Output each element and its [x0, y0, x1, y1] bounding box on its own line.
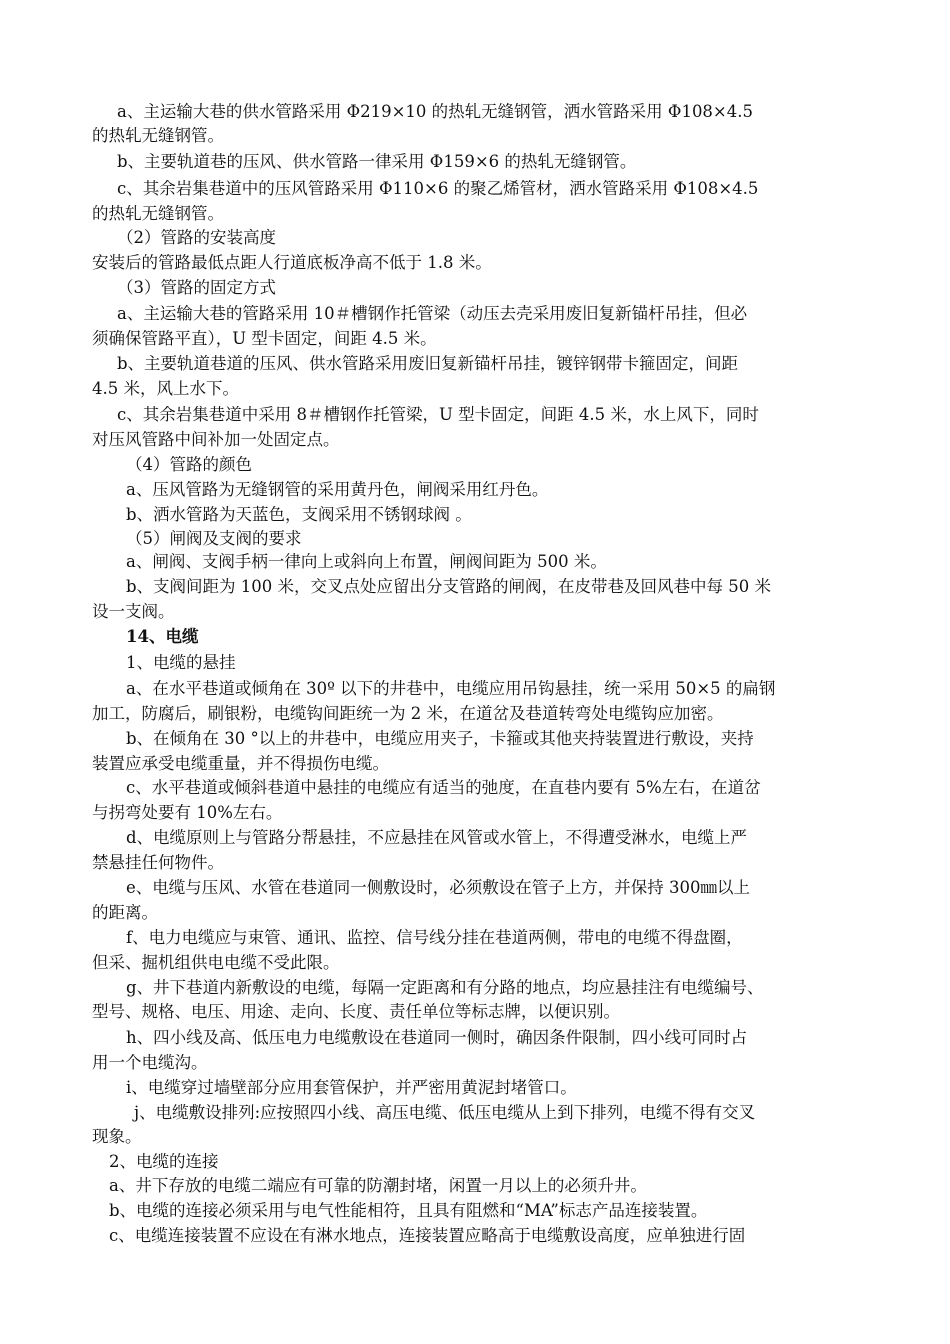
text-line: g、井下巷道内新敷设的电缆，每隔一定距离和有分路的地点，均应悬挂注有电缆编号、 [126, 978, 764, 997]
text-line: a、主运输大巷的管路采用 10＃槽钢作托管梁（动压去壳采用废旧复新锚杆吊挂，但必 [117, 304, 748, 323]
text-line: i、电缆穿过墙壁部分应用套管保护，并严密用黄泥封堵管口。 [126, 1078, 577, 1097]
text-line: f、电力电缆应与束管、通讯、监控、信号线分挂在巷道两侧，带电的电缆不得盘圈， [126, 928, 743, 947]
text-line: a、在水平巷道或倾角在 30º 以下的井巷中，电缆应用吊钩悬挂，统一采用 50×5 的扁钢 [126, 679, 776, 698]
text-line: b、在倾角在 30 °以上的井巷中，电缆应用夹子，卡箍或其他夹持装置进行敷设，夹持 [126, 729, 754, 748]
text-line: c、电缆连接装置不应设在有淋水地点，连接装置应略高于电缆敷设高度，应单独进行固 [109, 1226, 746, 1245]
text-line: 对压风管路中间补加一处固定点。 [92, 430, 340, 449]
text-line: 1、电缆的悬挂 [126, 653, 236, 672]
text-line: 的热轧无缝钢管。 [92, 126, 224, 145]
text-line: b、主要轨道巷道的压风、供水管路采用废旧复新锚杆吊挂，镀锌钢带卡箍固定，间距 [117, 354, 739, 373]
text-line: j、电缆敷设排列:应按照四小线、高压电缆、低压电缆从上到下排列，电缆不得有交叉 [134, 1103, 756, 1122]
text-line: d、电缆原则上与管路分帮悬挂，不应悬挂在风管或水管上，不得遭受淋水，电缆上严 [126, 828, 748, 847]
text-line: a、主运输大巷的供水管路采用 Φ219×10 的热轧无缝钢管，洒水管路采用 Φ108×4.5 [117, 102, 753, 121]
text-line: e、电缆与压风、水管在巷道同一侧敷设时，必须敷设在管子上方，并保持 300㎜以上 [126, 878, 751, 897]
text-line: b、主要轨道巷的压风、供水管路一律采用 Φ159×6 的热轧无缝钢管。 [117, 152, 637, 171]
text-line: 与拐弯处要有 10%左右。 [92, 803, 283, 822]
text-line: 安装后的管路最低点距人行道底板净高不低于 1.8 米。 [92, 253, 492, 272]
text-line: 禁悬挂任何物件。 [92, 853, 224, 872]
text-line: （5）闸阀及支阀的要求 [126, 529, 302, 548]
text-line: 的距离。 [92, 903, 158, 922]
text-line: 装置应承受电缆重量，并不得损伤电缆。 [92, 754, 389, 773]
text-line: 但采、掘机组供电电缆不受此限。 [92, 953, 340, 972]
text-line: 加工，防腐后，刷银粉，电缆钩间距统一为 2 米，在道岔及巷道转弯处电缆钩应加密。 [92, 704, 724, 723]
text-line: 4.5 米，风上水下。 [92, 379, 239, 398]
text-line: 2、电缆的连接 [109, 1152, 219, 1171]
text-line: 用一个电缆沟。 [92, 1053, 208, 1072]
text-line: b、支阀间距为 100 米，交叉点处应留出分支管路的闸阀，在皮带巷及回风巷中每 50 米 [126, 577, 772, 596]
text-line: a、闸阀、支阀手柄一律向上或斜向上布置，闸阀间距为 500 米。 [126, 552, 607, 571]
section-heading: 14、电缆 [126, 627, 199, 646]
text-line: c、水平巷道或倾斜巷道中悬挂的电缆应有适当的弛度，在直巷内要有 5%左右，在道岔 [126, 778, 761, 797]
text-line: （4）管路的颜色 [126, 455, 252, 474]
text-line: b、洒水管路为天蓝色，支阀采用不锈钢球阀 。 [126, 505, 472, 524]
text-line: h、四小线及高、低压电力电缆敷设在巷道同一侧时，确因条件限制，四小线可同时占 [126, 1028, 748, 1047]
text-line: 设一支阀。 [92, 602, 175, 621]
text-line: （3）管路的固定方式 [117, 278, 276, 297]
text-line: 须确保管路平直），U 型卡固定，间距 4.5 米。 [92, 329, 437, 348]
text-line: a、压风管路为无缝钢管的采用黄丹色，闸阀采用红丹色。 [126, 480, 549, 499]
text-line: b、电缆的连接必须采用与电气性能相符，且具有阻燃和“MA”标志产品连接装置。 [109, 1201, 708, 1220]
text-line: 现象。 [92, 1127, 142, 1146]
text-line: （2）管路的安装高度 [117, 228, 276, 247]
text-line: c、其余岩集巷道中采用 8＃槽钢作托管梁，U 型卡固定，间距 4.5 米，水上风下，同时 [117, 405, 759, 424]
text-line: 的热轧无缝钢管。 [92, 204, 224, 223]
text-line: c、其余岩集巷道中的压风管路采用 Φ110×6 的聚乙烯管材，洒水管路采用 Φ108×4.5 [117, 179, 759, 198]
text-line: 型号、规格、电压、用途、走向、长度、责任单位等标志牌，以便识别。 [92, 1002, 620, 1021]
text-line: a、井下存放的电缆二端应有可靠的防潮封堵，闲置一月以上的必须升井。 [109, 1176, 647, 1195]
